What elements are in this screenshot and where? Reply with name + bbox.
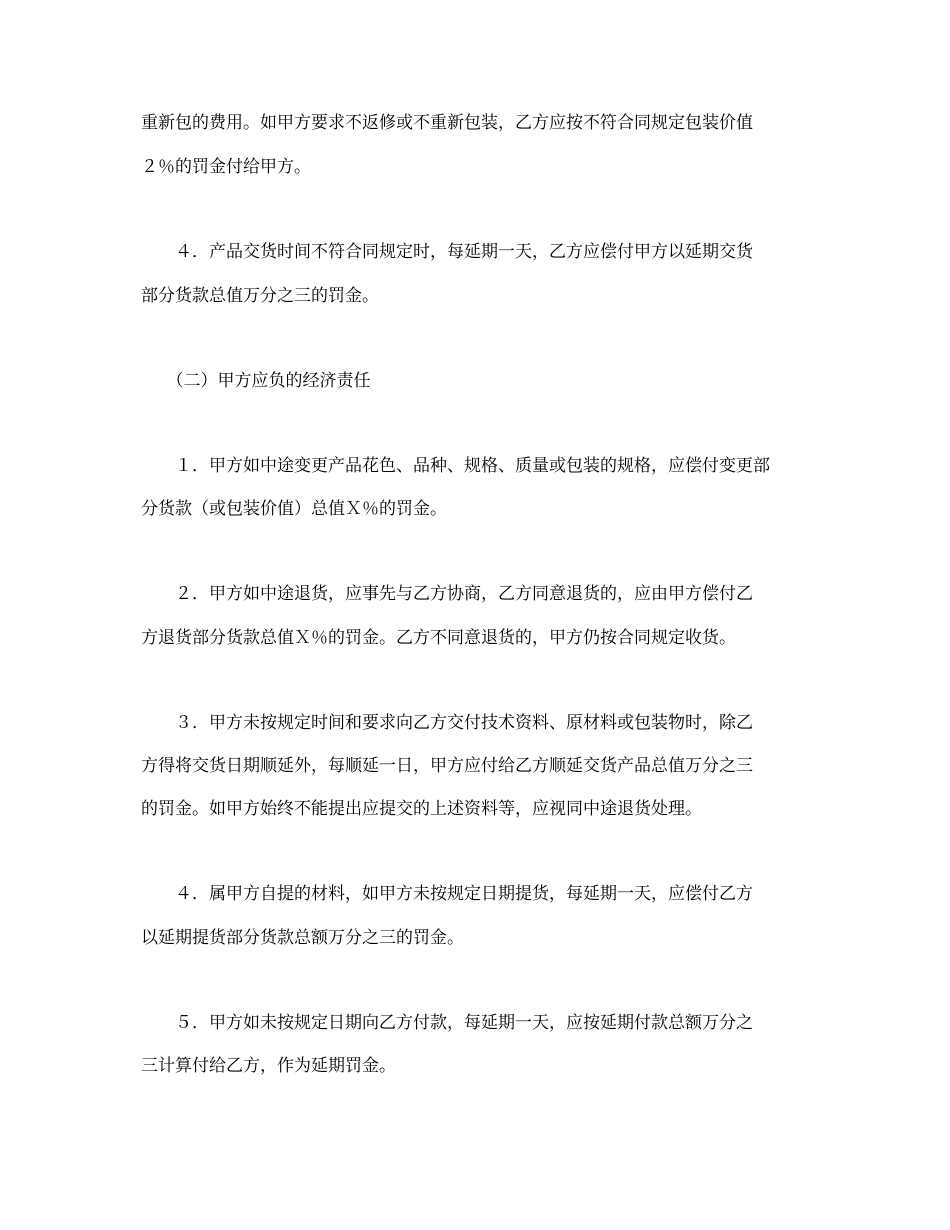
paragraph-line: 分货款（或包装价值）总值Ｘ％的罚金。 — [141, 499, 447, 519]
paragraph-line: ４．属甲方自提的材料，如甲方未按规定日期提货，每延期一天，应偿付乙方 — [141, 884, 753, 904]
paragraph-line: 部分货款总值万分之三的罚金。 — [141, 286, 379, 306]
section-heading: （二）甲方应负的经济责任 — [141, 371, 371, 391]
paragraph-line: 重新包的费用。如甲方要求不返修或不重新包装，乙方应按不符合同规定包装价值 — [141, 113, 753, 133]
paragraph-line: ４．产品交货时间不符合同规定时，每延期一天，乙方应偿付甲方以延期交货 — [141, 242, 753, 262]
paragraph-line: ２％的罚金付给甲方。 — [141, 157, 311, 177]
paragraph-line: 方退货部分货款总值Ｘ％的罚金。乙方不同意退货的，甲方仍按合同规定收货。 — [141, 628, 736, 648]
paragraph-line: ２．甲方如中途退货，应事先与乙方协商，乙方同意退货的，应由甲方偿付乙 — [141, 584, 753, 604]
paragraph-line: ５．甲方如未按规定日期向乙方付款，每延期一天，应按延期付款总额万分之 — [141, 1013, 753, 1033]
paragraph-line: 三计算付给乙方，作为延期罚金。 — [141, 1056, 396, 1076]
paragraph-line: 的罚金。如甲方始终不能提出应提交的上述资料等，应视同中途退货处理。 — [141, 799, 702, 819]
paragraph-line: 以延期提货部分货款总额万分之三的罚金。 — [141, 928, 464, 948]
paragraph-line: １．甲方如中途变更产品花色、品种、规格、质量或包装的规格，应偿付变更部 — [141, 456, 770, 476]
paragraph-line: ３．甲方未按规定时间和要求向乙方交付技术资料、原材料或包装物时，除乙 — [141, 713, 753, 733]
paragraph-line: 方得将交货日期顺延外，每顺延一日，甲方应付给乙方顺延交货产品总值万分之三 — [141, 756, 753, 776]
